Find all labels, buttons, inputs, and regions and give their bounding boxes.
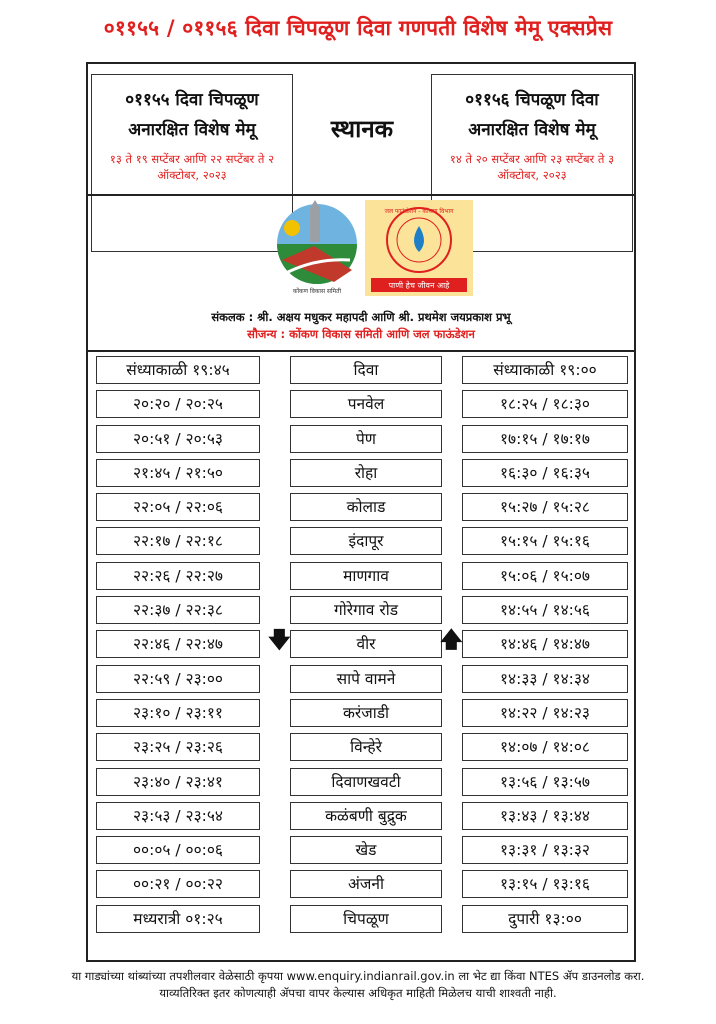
konkan-vikas-samiti-logo bbox=[274, 200, 360, 296]
down-time-cell: २३:२५ / २३:२६ bbox=[96, 733, 260, 761]
down-time-cell: २०:२० / २०:२५ bbox=[96, 390, 260, 418]
up-train-dates: १४ ते २० सप्टेंबर आणि २३ सप्टेंबर ते ३ ऑक्टोबर, २०२३ bbox=[449, 152, 615, 182]
table-row bbox=[88, 765, 634, 799]
station-cell: करंजाडी bbox=[290, 699, 442, 727]
station-cell: अंजनी bbox=[290, 870, 442, 898]
up-time-cell: १३:१५ / १३:१६ bbox=[462, 870, 628, 898]
table-row bbox=[88, 353, 634, 387]
table-row bbox=[88, 490, 634, 524]
up-time-cell: १४:४६ / १४:४७ bbox=[462, 630, 628, 658]
footer-line-1: या गाड्यांच्या थांब्यांच्या तपशीलवार वेळेसाठी कृपया www.enquiry.indianrail.gov.in ला भेट द्या किंवा NTES ॲप डाउनलोड करा. bbox=[71, 969, 645, 983]
divider bbox=[88, 350, 634, 352]
down-time-cell: ००:२१ / ००:२२ bbox=[96, 870, 260, 898]
station-cell: खेड bbox=[290, 836, 442, 864]
down-time-cell: मध्यरात्री ०१:२५ bbox=[96, 905, 260, 933]
up-time-cell: १४:२२ / १४:२३ bbox=[462, 699, 628, 727]
station-cell: कोलाड bbox=[290, 493, 442, 521]
down-time-cell: संध्याकाळी १९:४५ bbox=[96, 356, 260, 384]
up-time-cell: १४:५५ / १४:५६ bbox=[462, 596, 628, 624]
up-time-cell: संध्याकाळी १९:०० bbox=[462, 356, 628, 384]
up-time-cell: दुपारी १३:०० bbox=[462, 905, 628, 933]
down-time-cell: २२:५९ / २३:०० bbox=[96, 665, 260, 693]
timetable-frame bbox=[86, 62, 636, 962]
station-cell: पनवेल bbox=[290, 390, 442, 418]
down-time-cell: २२:३७ / २२:३८ bbox=[96, 596, 260, 624]
down-time-cell: २३:१० / २३:११ bbox=[96, 699, 260, 727]
table-row bbox=[88, 696, 634, 730]
table-row bbox=[88, 627, 634, 661]
down-train-dates: १३ ते १९ सप्टेंबर आणि २२ सप्टेंबर ते २ ऑक्टोबर, २०२३ bbox=[109, 152, 275, 182]
right-logo-ring-text: जल फाऊंडेशन - कोंकण विभाग bbox=[384, 208, 454, 215]
table-row bbox=[88, 524, 634, 558]
logo-area bbox=[88, 196, 634, 346]
station-cell: वीर bbox=[290, 630, 442, 658]
timetable-rows bbox=[88, 353, 634, 936]
table-row bbox=[88, 662, 634, 696]
down-time-cell: २२:२६ / २२:२७ bbox=[96, 562, 260, 590]
down-train-type: अनारक्षित विशेष मेमू bbox=[128, 120, 256, 140]
down-train-number: ०११५५ दिवा चिपळूण bbox=[125, 90, 259, 110]
station-cell: पेण bbox=[290, 425, 442, 453]
down-time-cell: २२:४६ / २२:४७ bbox=[96, 630, 260, 658]
arrow-down-icon: 🡇 bbox=[268, 628, 291, 654]
up-time-cell: १७:१५ / १७:१७ bbox=[462, 425, 628, 453]
station-cell: कळंबणी बुद्रुक bbox=[290, 802, 442, 830]
footer-line-2: याव्यतिरिक्त इतर कोणत्याही ॲपचा वापर केल्यास अधिकृत माहिती मिळेलच याची शाश्वती नाही. bbox=[159, 986, 557, 1000]
station-cell: गोरेगाव रोड bbox=[290, 596, 442, 624]
down-time-cell: २०:५१ / २०:५३ bbox=[96, 425, 260, 453]
down-time-cell: २३:५३ / २३:५४ bbox=[96, 802, 260, 830]
table-row bbox=[88, 902, 634, 936]
table-row bbox=[88, 730, 634, 764]
up-time-cell: १५:२७ / १५:२८ bbox=[462, 493, 628, 521]
down-time-cell: २२:१७ / २२:१८ bbox=[96, 527, 260, 555]
arrow-up-icon: 🡅 bbox=[440, 628, 463, 654]
table-row bbox=[88, 422, 634, 456]
compiled-by: संकलक : श्री. अक्षय मधुकर महापदी आणि श्री. प्रथमेश जयप्रकाश प्रभू bbox=[211, 310, 511, 324]
up-time-cell: १६:३० / १६:३५ bbox=[462, 459, 628, 487]
station-cell: इंदापूर bbox=[290, 527, 442, 555]
table-row bbox=[88, 387, 634, 421]
down-time-cell: २१:४५ / २१:५० bbox=[96, 459, 260, 487]
up-time-cell: १४:०७ / १४:०८ bbox=[462, 733, 628, 761]
station-cell: रोहा bbox=[290, 459, 442, 487]
up-time-cell: १४:३३ / १४:३४ bbox=[462, 665, 628, 693]
down-time-cell: ००:०५ / ००:०६ bbox=[96, 836, 260, 864]
right-logo-caption: पाणी हेच जीवन आहे bbox=[388, 281, 450, 290]
left-logo-caption: कोंकण विकास समिती bbox=[292, 288, 342, 295]
up-time-cell: १३:३१ / १३:३२ bbox=[462, 836, 628, 864]
down-time-cell: २२:०५ / २२:०६ bbox=[96, 493, 260, 521]
table-row bbox=[88, 799, 634, 833]
table-row bbox=[88, 456, 634, 490]
table-row bbox=[88, 867, 634, 901]
page-title: ०११५५ / ०११५६ दिवा चिपळूण दिवा गणपती विशेष मेमू एक्सप्रेस bbox=[103, 16, 613, 40]
up-time-cell: १८:२५ / १८:३० bbox=[462, 390, 628, 418]
jal-foundation-logo bbox=[365, 200, 473, 296]
station-cell: माणगाव bbox=[290, 562, 442, 590]
down-time-cell: २३:४० / २३:४१ bbox=[96, 768, 260, 796]
station-cell: दिवाणखवटी bbox=[290, 768, 442, 796]
courtesy: सौजन्य : कोंकण विकास समिती आणि जल फाऊंडेशन bbox=[247, 327, 475, 341]
station-cell: चिपळूण bbox=[290, 905, 442, 933]
up-time-cell: १५:०६ / १५:०७ bbox=[462, 562, 628, 590]
station-heading: स्थानक bbox=[330, 115, 394, 143]
up-time-cell: १३:४३ / १३:४४ bbox=[462, 802, 628, 830]
up-train-type: अनारक्षित विशेष मेमू bbox=[468, 120, 596, 140]
footer-note bbox=[0, 968, 716, 1002]
table-row bbox=[88, 833, 634, 867]
up-train-number: ०११५६ चिपळूण दिवा bbox=[465, 90, 599, 110]
table-row bbox=[88, 593, 634, 627]
station-cell: सापे वामने bbox=[290, 665, 442, 693]
up-time-cell: १३:५६ / १३:५७ bbox=[462, 768, 628, 796]
station-cell: विन्हेरे bbox=[290, 733, 442, 761]
up-time-cell: १५:१५ / १५:१६ bbox=[462, 527, 628, 555]
table-row bbox=[88, 559, 634, 593]
station-cell: दिवा bbox=[290, 356, 442, 384]
